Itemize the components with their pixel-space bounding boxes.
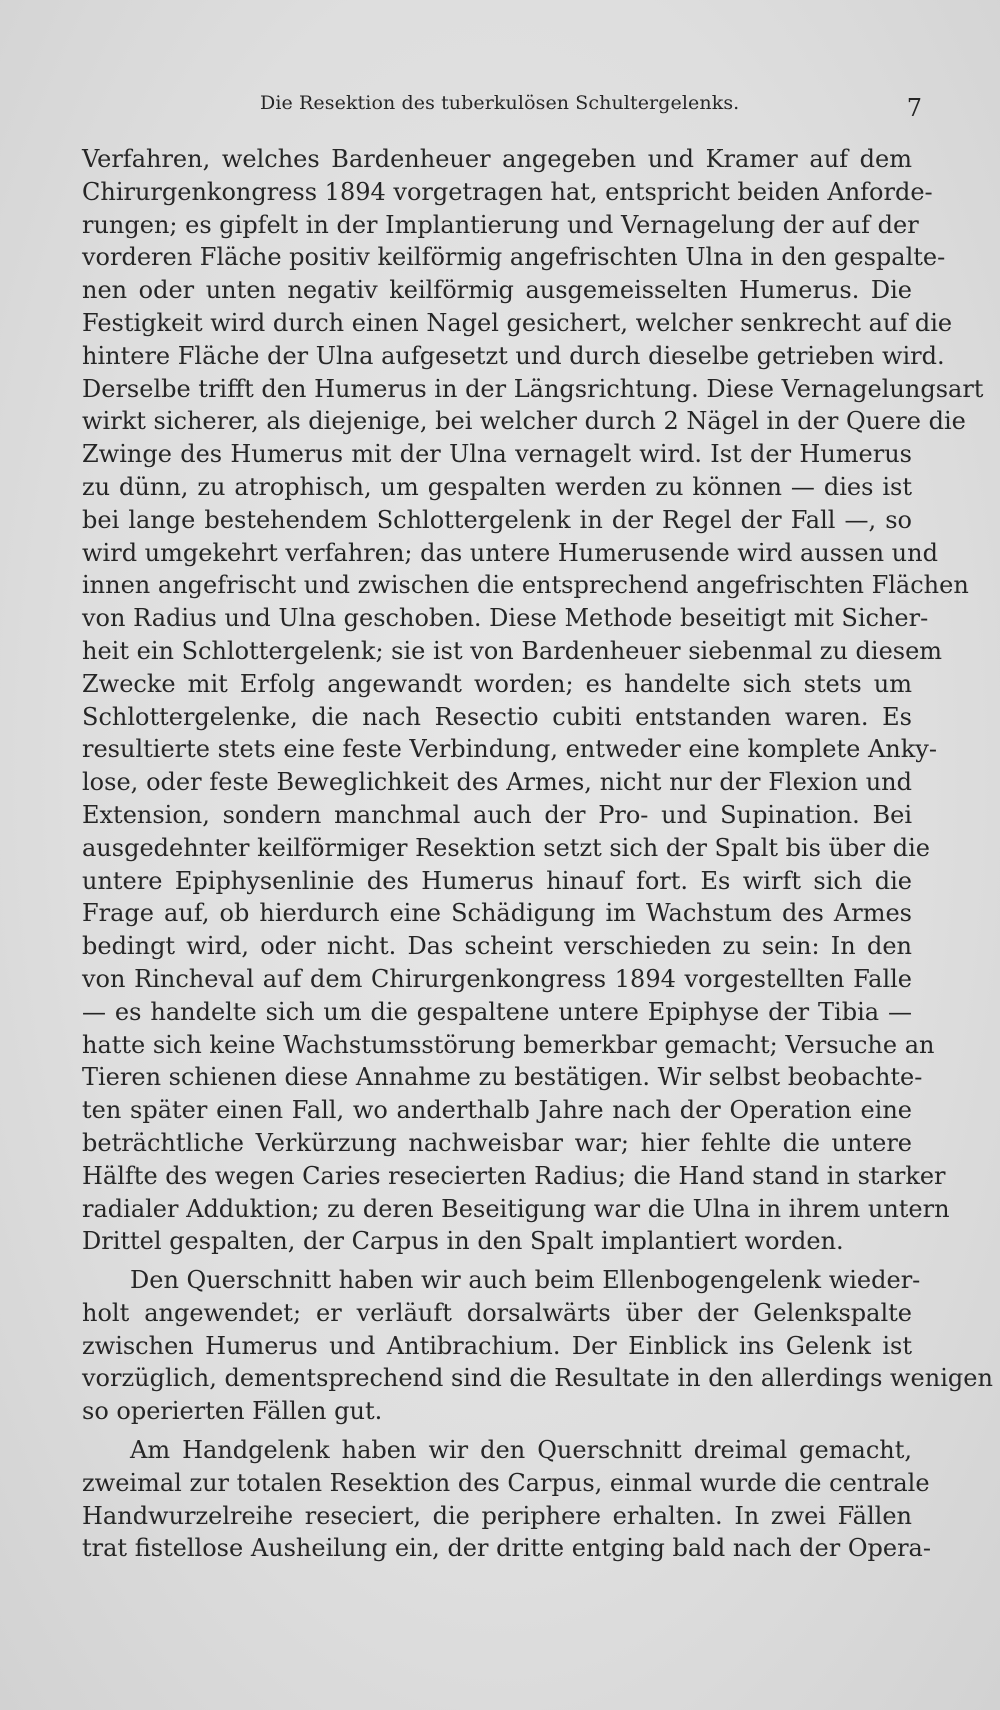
text-line: untere Epiphysenlinie des Humerus hinauf fort. Es wirft sich die [82, 866, 912, 895]
running-title: Die Resektion des tuberkulösen Schultergelenks. [260, 92, 740, 114]
text-line: — es handelte sich um die gespaltene untere Epiphyse der Tibia — [82, 997, 912, 1026]
text-line: ausgedehnter keilförmiger Resektion setzt sich der Spalt bis über die [82, 833, 930, 862]
text-line: von Rincheval auf dem Chirurgenkongress 1894 vorgestellten Falle [82, 964, 912, 993]
text-line: Zwecke mit Erfolg angewandt worden; es handelte sich stets um [82, 669, 912, 698]
text-line: holt angewendet; er verläuft dorsalwärts über der Gelenkspalte [82, 1298, 912, 1327]
text-line: bedingt wird, oder nicht. Das scheint verschieden zu sein: In den [82, 932, 912, 961]
text-line: Frage auf, ob hierdurch eine Schädigung im Wachstum des Armes [82, 899, 912, 928]
text-line: vorderen Fläche positiv keilförmig angefrischten Ulna in den gespalte- [82, 243, 946, 272]
text-line: Tieren schienen diese Annahme zu bestätigen. Wir selbst beobachte- [82, 1063, 923, 1092]
text-line: wird umgekehrt verfahren; das untere Humerusende wird aussen und [82, 538, 938, 567]
text-line: Den Querschnitt haben wir auch beim Ellenbogengelenk wieder- [130, 1266, 921, 1295]
text-line: Drittel gespalten, der Carpus in den Spalt implantiert worden. [82, 1227, 844, 1256]
text-line: bei lange bestehendem Schlottergelenk in der Regel der Fall —, so [82, 505, 912, 534]
text-line: zwischen Humerus und Antibrachium. Der Einblick ins Gelenk ist [82, 1331, 912, 1360]
text-line: lose, oder feste Beweglichkeit des Armes, nicht nur der Flexion und [82, 768, 912, 797]
text-line: Hälfte des wegen Caries resecierten Radius; die Hand stand in starker [82, 1161, 946, 1190]
text-line: radialer Adduktion; zu deren Beseitigung war die Ulna in ihrem untern [82, 1194, 950, 1223]
text-line: Chirurgenkongress 1894 vorgetragen hat, entspricht beiden Anforde- [82, 177, 933, 206]
text-line: hintere Fläche der Ulna aufgesetzt und durch dieselbe getrieben wird. [82, 341, 945, 370]
text-line: zweimal zur totalen Resektion des Carpus, einmal wurde die centrale [82, 1468, 930, 1497]
text-line: heit ein Schlottergelenk; sie ist von Bardenheuer siebenmal zu diesem [82, 636, 943, 665]
text-line: wirkt sicherer, als diejenige, bei welcher durch 2 Nägel in der Quere die [82, 407, 966, 436]
text-line: zu dünn, zu atrophisch, um gespalten werden zu können — dies ist [82, 472, 912, 501]
body-text [82, 143, 993, 1565]
page-header [82, 92, 922, 122]
text-line: hatte sich keine Wachstumsstörung bemerkbar gemacht; Versuche an [82, 1030, 935, 1059]
paragraph [82, 1434, 931, 1565]
text-line: Derselbe trifft den Humerus in der Längsrichtung. Diese Vernagelungsart [82, 374, 984, 403]
text-line: vorzüglich, dementsprechend sind die Resultate in den allerdings wenigen [82, 1364, 993, 1393]
text-line: so operierten Fällen gut. [82, 1397, 383, 1426]
text-line: ten später einen Fall, wo anderthalb Jahre nach der Operation eine [82, 1096, 912, 1125]
text-line: rungen; es gipfelt in der Implantierung und Vernagelung der auf der [82, 210, 919, 239]
text-line: innen angefrischt und zwischen die entsprechend angefrischten Flächen [82, 571, 969, 600]
text-line: von Radius und Ulna geschoben. Diese Methode beseitigt mit Sicher- [82, 604, 929, 633]
text-line: Handwurzelreihe reseciert, die periphere erhalten. In zwei Fällen [82, 1501, 912, 1530]
text-line: Am Handgelenk haben wir den Querschnitt dreimal gemacht, [130, 1436, 912, 1465]
page-number: 7 [906, 94, 922, 122]
text-line: nen oder unten negativ keilförmig ausgemeisselten Humerus. Die [82, 276, 912, 305]
text-line: Verfahren, welches Bardenheuer angegeben und Kramer auf dem [82, 145, 912, 173]
text-line: Extension, sondern manchmal auch der Pro- und Supination. Bei [82, 800, 912, 829]
text-line: beträchtliche Verkürzung nachweisbar war; hier fehlte die untere [82, 1128, 912, 1157]
paragraph [82, 1264, 993, 1428]
text-line: trat fistellose Ausheilung ein, der dritte entging bald nach der Opera- [82, 1534, 931, 1563]
paragraph [82, 143, 984, 1258]
text-line: resultierte stets eine feste Verbindung, entweder eine komplete Anky- [82, 735, 937, 764]
text-line: Festigkeit wird durch einen Nagel gesichert, welcher senkrecht auf die [82, 308, 953, 337]
text-line: Zwinge des Humerus mit der Ulna vernagelt wird. Ist der Humerus [82, 440, 912, 469]
text-line: Schlottergelenke, die nach Resectio cubiti entstanden waren. Es [82, 702, 912, 731]
